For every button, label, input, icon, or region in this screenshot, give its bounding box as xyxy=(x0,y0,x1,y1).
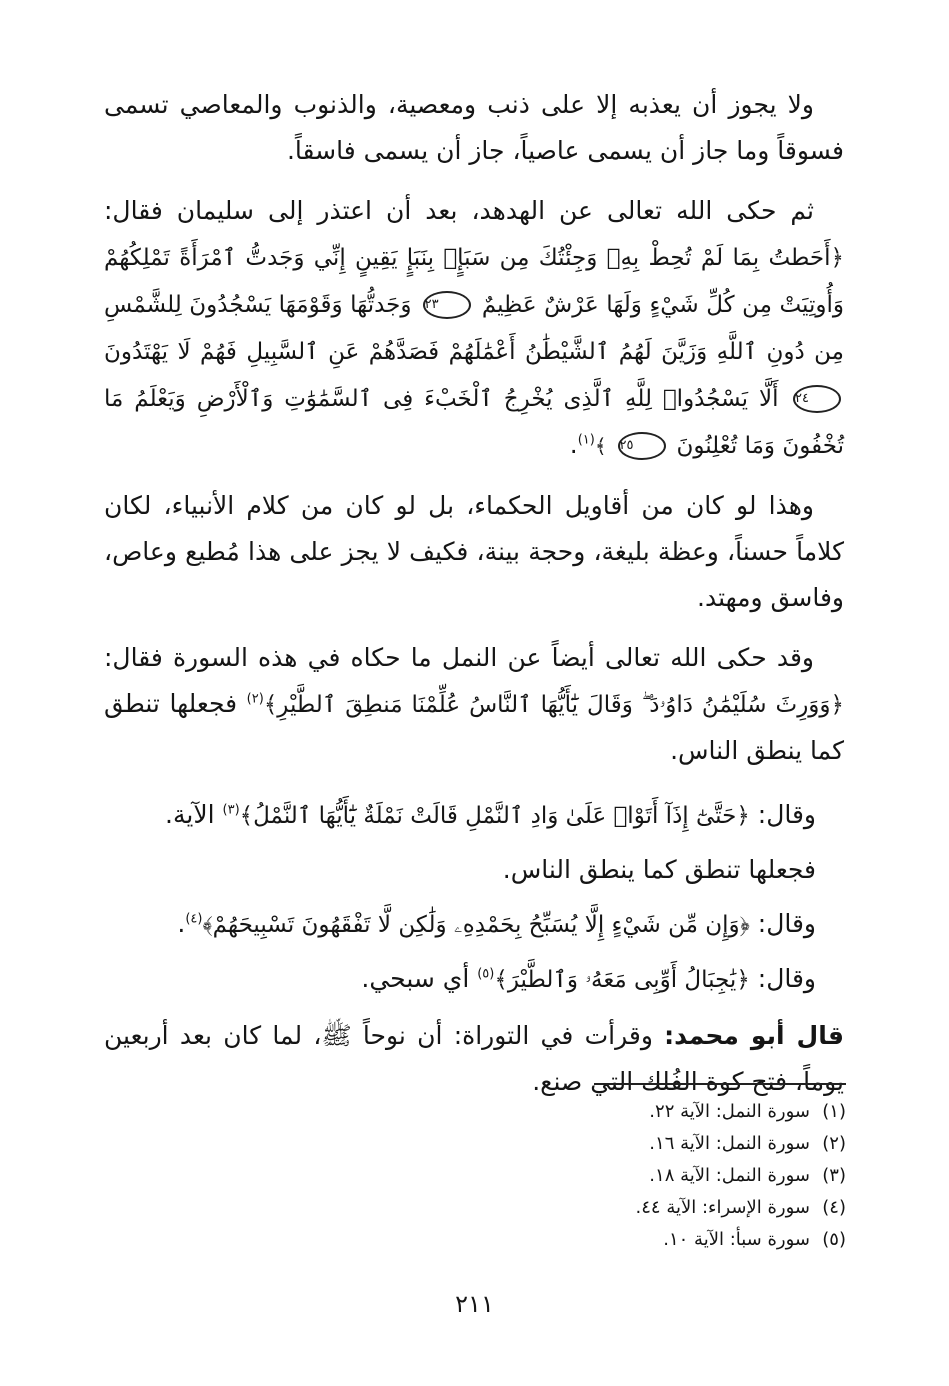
lead-text: وقال: xyxy=(757,964,816,993)
quran-verse: ﴿أَحَطتُ بِمَا لَمْ تُحِطْ بِهِۦ وَجِئْتُكَ مِن سَبَإٍۭ بِنَبَإٍ يَقِينٍ إِنِّي وَجَدتُّ ٱمْرَأَةً تَمْلِكُهُمْ وَأُوتِيَتْ مِن كُلِّ شَيْءٍ وَلَهَا عَرْشٌ عَظِيمٌ xyxy=(104,245,845,318)
line-tail: . xyxy=(177,909,186,938)
quote-line-mountains xyxy=(104,952,844,1007)
quran-verse: أَلَّا يَسْجُدُوا۟ لِلَّهِ ٱلَّذِى يُخْرِجُ ٱلْخَبْءَ فِى ٱلسَّمَٰوَٰتِ وَٱلْأَرْضِ وَيَعْلَمُ مَا تُخْفُونَ وَمَا تُعْلِنُونَ xyxy=(104,386,844,459)
paragraph-hoopoe xyxy=(104,188,844,469)
ornate-bracket-close: ﴾ xyxy=(594,434,607,458)
paragraph-ants xyxy=(104,635,844,774)
quote-line-glorify xyxy=(104,897,844,952)
quran-verse: ﴿وَإِن مِّن شَيْءٍ إِلَّا يُسَبِّحُ بِحَمْدِهِۦ وَلَٰكِن لَّا تَفْقَهُونَ تَسْبِيحَهُمْ﴾ xyxy=(202,912,750,938)
footnote-ref: (١) xyxy=(577,432,595,448)
page-number: ٢١١ xyxy=(455,1290,494,1318)
line-text: فجعلها تنطق كما ينطق الناس. xyxy=(502,855,816,884)
footnote-ref: (٢) xyxy=(246,691,264,707)
footnote-item xyxy=(480,1128,846,1160)
footnote-ref: (٥) xyxy=(477,966,495,982)
ayah-number-marker: ٢٣ xyxy=(423,291,471,319)
footnote-text: سورة النمل: الآية ١٦. xyxy=(649,1133,810,1154)
quote-line-ants xyxy=(104,788,844,843)
footnote-text: سورة النمل: الآية ١٨. xyxy=(649,1165,810,1186)
footnote-item xyxy=(480,1192,846,1224)
footnote-ref: (٣) xyxy=(222,802,240,818)
footnote-number: (٥) xyxy=(822,1229,846,1250)
ayah-number-marker: ٢٥ xyxy=(618,432,666,460)
paragraph-commentary xyxy=(104,483,844,621)
quran-verse: ﴿يَٰجِبَالُ أَوِّبِى مَعَهُۥ وَٱلطَّيْرَ﴾ xyxy=(494,967,750,993)
paragraph-text: ولا يجوز أن يعذبه إلا على ذنب ومعصية، والذنوب والمعاصي تسمى فسوقاً وما جاز أن يسمى عاصياً، جاز أن يسمى فاسقاً. xyxy=(104,90,844,165)
footnote-text: سورة النمل: الآية ٢٢. xyxy=(649,1101,810,1122)
footnote-text: سورة سبأ: الآية ١٠. xyxy=(663,1229,810,1250)
footnote-number: (٣) xyxy=(822,1165,846,1186)
quran-verse: ﴿وَوَرِثَ سُلَيْمَٰنُ دَاوُۥدَ ۖ وَقَالَ يَٰٓأَيُّهَا ٱلنَّاسُ عُلِّمْنَا مَنطِقَ ٱلطَّيْرِ﴾ xyxy=(263,692,844,718)
footnote-item xyxy=(480,1224,846,1256)
sentence-end: . xyxy=(569,430,578,459)
footnote-number: (١) xyxy=(822,1101,846,1122)
line-tail: أي سبحي. xyxy=(361,964,470,993)
speaker-label: قال أبو محمد: xyxy=(664,1021,844,1050)
line-tail: الآية. xyxy=(165,800,215,829)
footnote-item xyxy=(480,1096,846,1128)
quran-verse: ﴿حَتَّىٰٓ إِذَآ أَتَوْا۟ عَلَىٰ وَادِ ٱلنَّمْلِ قَالَتْ نَمْلَةٌ يَٰٓأَيُّهَا ٱلنَّمْلُ﴾ xyxy=(239,803,750,829)
paragraph-text: وقرأت في التوراة: أن نوحاً ﷺ، لما كان بعد أربعين يوماً، فتح كوة الفُلك التي صنع. xyxy=(104,1021,844,1096)
footnote-ref: (٤) xyxy=(185,911,203,927)
footnote-text: سورة الإسراء: الآية ٤٤. xyxy=(635,1197,810,1218)
quran-verse: وَجَدتُّهَا وَقَوْمَهَا يَسْجُدُونَ لِلشَّمْسِ مِن دُونِ ٱللَّهِ وَزَيَّنَ لَهُمُ ٱلشَّيْطَٰنُ أَعْمَٰلَهُمْ فَصَدَّهُمْ عَنِ ٱلسَّبِيلِ فَهُمْ لَا يَهْتَدُونَ xyxy=(104,292,844,365)
paragraph-text: ثم حكى الله تعالى عن الهدهد، بعد أن اعتذر إلى سليمان فقال: xyxy=(104,196,814,225)
ayah-number-marker: ٢٤ xyxy=(793,385,841,413)
main-text xyxy=(104,82,844,1119)
footnotes-list xyxy=(480,1096,846,1256)
footnote-item xyxy=(480,1160,846,1192)
paragraph-text: وقد حكى الله تعالى أيضاً عن النمل ما حكاه في هذه السورة فقال: xyxy=(104,643,814,672)
footnote-number: (٤) xyxy=(822,1197,846,1218)
paragraph-1 xyxy=(104,82,844,174)
lead-text: وقال: xyxy=(757,800,816,829)
paragraph-text: وهذا لو كان من أقاويل الحكماء، بل لو كان من كلام الأنبياء، لكان كلاماً حسناً، وعظة بليغة، وحجة بينة، فكيف لا يجز على هذا مُطيع وعاص، وفاسق ومهتد. xyxy=(104,491,844,612)
lead-text: وقال: xyxy=(757,909,816,938)
plain-line xyxy=(104,843,844,897)
paragraph-abu-muhammad xyxy=(104,1013,844,1105)
paragraph-tail: فجعلها تنطق كما ينطق الناس. xyxy=(104,689,844,765)
footnote-divider xyxy=(594,1083,846,1085)
footnote-number: (٢) xyxy=(822,1133,846,1154)
